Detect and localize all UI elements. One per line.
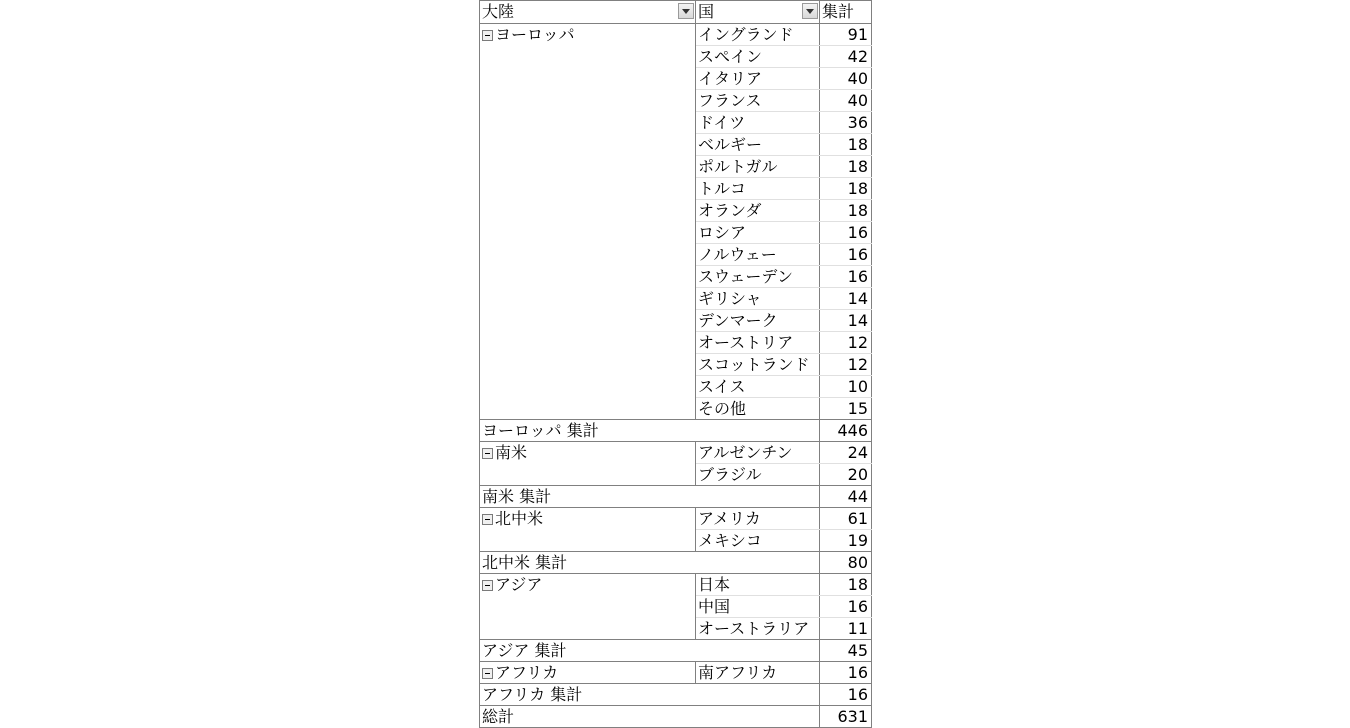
- continent-cell[interactable]: [480, 442, 696, 464]
- continent-cell-empty: [480, 618, 696, 640]
- table-row: [480, 24, 872, 46]
- country-cell[interactable]: トルコ: [696, 178, 820, 200]
- country-cell[interactable]: デンマーク: [696, 310, 820, 332]
- table-row: [480, 156, 872, 178]
- table-row: [480, 662, 872, 684]
- continent-cell[interactable]: [480, 662, 696, 684]
- continent-cell-empty: [480, 178, 696, 200]
- continent-cell[interactable]: [480, 508, 696, 530]
- table-row: [480, 68, 872, 90]
- continent-cell-empty: [480, 310, 696, 332]
- country-cell[interactable]: メキシコ: [696, 530, 820, 552]
- continent-cell-empty: [480, 354, 696, 376]
- subtotal-row: [480, 552, 872, 574]
- country-cell[interactable]: その他: [696, 398, 820, 420]
- subtotal-label[interactable]: 南米 集計: [480, 486, 820, 508]
- continent-cell-empty: [480, 398, 696, 420]
- table-row: [480, 574, 872, 596]
- subtotal-label[interactable]: アジア 集計: [480, 640, 820, 662]
- country-cell[interactable]: オランダ: [696, 200, 820, 222]
- country-header-label: 国: [698, 2, 715, 21]
- continent-cell-empty: [480, 90, 696, 112]
- country-cell[interactable]: スコットランド: [696, 354, 820, 376]
- table-row: [480, 266, 872, 288]
- country-header[interactable]: [696, 1, 820, 24]
- count-cell[interactable]: 40: [820, 68, 872, 90]
- country-cell[interactable]: イングランド: [696, 24, 820, 46]
- table-row: [480, 376, 872, 398]
- country-cell[interactable]: フランス: [696, 90, 820, 112]
- table-row: [480, 596, 872, 618]
- count-cell[interactable]: 40: [820, 90, 872, 112]
- count-cell[interactable]: 16: [820, 662, 872, 684]
- grand-total-label[interactable]: 総計: [480, 706, 820, 728]
- total-header: [820, 1, 872, 24]
- collapse-minus-icon[interactable]: [482, 448, 493, 459]
- count-cell[interactable]: 18: [820, 178, 872, 200]
- count-cell[interactable]: 16: [820, 266, 872, 288]
- count-cell[interactable]: 18: [820, 200, 872, 222]
- subtotal-row: [480, 640, 872, 662]
- continent-cell-empty: [480, 222, 696, 244]
- table-row: [480, 354, 872, 376]
- continent-cell-empty: [480, 332, 696, 354]
- table-row: [480, 508, 872, 530]
- country-cell[interactable]: ポルトガル: [696, 156, 820, 178]
- country-cell[interactable]: ギリシャ: [696, 288, 820, 310]
- continent-label: アフリカ: [495, 663, 559, 682]
- continent-cell[interactable]: [480, 24, 696, 46]
- table-row: [480, 244, 872, 266]
- count-cell[interactable]: 19: [820, 530, 872, 552]
- subtotal-value[interactable]: 44: [820, 486, 872, 508]
- collapse-minus-icon[interactable]: [482, 30, 493, 41]
- continent-label: 北中米: [495, 509, 544, 528]
- continent-header-label: 大陸: [482, 2, 515, 21]
- country-cell[interactable]: アメリカ: [696, 508, 820, 530]
- continent-cell-empty: [480, 464, 696, 486]
- table-row: [480, 530, 872, 552]
- continent-cell-empty: [480, 288, 696, 310]
- header-row: [480, 1, 872, 24]
- count-cell[interactable]: 14: [820, 310, 872, 332]
- country-cell[interactable]: ロシア: [696, 222, 820, 244]
- grand-total-value[interactable]: 631: [820, 706, 872, 728]
- subtotal-row: [480, 486, 872, 508]
- continent-cell[interactable]: [480, 574, 696, 596]
- collapse-minus-icon[interactable]: [482, 668, 493, 679]
- table-row: [480, 442, 872, 464]
- country-cell[interactable]: スウェーデン: [696, 266, 820, 288]
- country-cell[interactable]: スペイン: [696, 46, 820, 68]
- continent-cell-empty: [480, 134, 696, 156]
- country-cell[interactable]: オーストラリア: [696, 618, 820, 640]
- country-cell[interactable]: イタリア: [696, 68, 820, 90]
- country-cell[interactable]: ブラジル: [696, 464, 820, 486]
- count-cell[interactable]: 20: [820, 464, 872, 486]
- table-row: [480, 222, 872, 244]
- table-row: [480, 310, 872, 332]
- count-cell[interactable]: 12: [820, 354, 872, 376]
- table-row: [480, 398, 872, 420]
- continent-cell-empty: [480, 266, 696, 288]
- country-cell[interactable]: 南アフリカ: [696, 662, 820, 684]
- continent-cell-empty: [480, 530, 696, 552]
- country-filter-dropdown-icon[interactable]: [802, 3, 818, 19]
- pivot-table-body: [480, 1, 872, 728]
- country-cell[interactable]: ノルウェー: [696, 244, 820, 266]
- table-row: [480, 46, 872, 68]
- subtotal-row: [480, 684, 872, 706]
- count-cell[interactable]: 14: [820, 288, 872, 310]
- table-row: [480, 288, 872, 310]
- continent-cell-empty: [480, 68, 696, 90]
- continent-filter-dropdown-icon[interactable]: [678, 3, 694, 19]
- subtotal-value[interactable]: 80: [820, 552, 872, 574]
- count-cell[interactable]: 18: [820, 134, 872, 156]
- count-cell[interactable]: 10: [820, 376, 872, 398]
- continent-cell-empty: [480, 46, 696, 68]
- continent-cell-empty: [480, 112, 696, 134]
- count-cell[interactable]: 18: [820, 156, 872, 178]
- count-cell[interactable]: 24: [820, 442, 872, 464]
- country-cell[interactable]: ベルギー: [696, 134, 820, 156]
- count-cell[interactable]: 16: [820, 244, 872, 266]
- subtotal-label[interactable]: アフリカ 集計: [480, 684, 820, 706]
- country-cell[interactable]: オーストリア: [696, 332, 820, 354]
- count-cell[interactable]: 42: [820, 46, 872, 68]
- total-header-label: 集計: [822, 2, 855, 21]
- count-cell[interactable]: 36: [820, 112, 872, 134]
- country-cell[interactable]: アルゼンチン: [696, 442, 820, 464]
- continent-cell-empty: [480, 244, 696, 266]
- count-cell[interactable]: 91: [820, 24, 872, 46]
- table-row: [480, 464, 872, 486]
- country-cell[interactable]: 日本: [696, 574, 820, 596]
- continent-label: アジア: [495, 575, 543, 594]
- subtotal-value[interactable]: 16: [820, 684, 872, 706]
- subtotal-value[interactable]: 45: [820, 640, 872, 662]
- continent-label: 南米: [495, 443, 528, 462]
- count-cell[interactable]: 15: [820, 398, 872, 420]
- country-cell[interactable]: 中国: [696, 596, 820, 618]
- country-cell[interactable]: ドイツ: [696, 112, 820, 134]
- collapse-minus-icon[interactable]: [482, 580, 493, 591]
- subtotal-row: [480, 420, 872, 442]
- continent-cell-empty: [480, 596, 696, 618]
- subtotal-label[interactable]: ヨーロッパ 集計: [480, 420, 820, 442]
- continent-cell-empty: [480, 376, 696, 398]
- count-cell[interactable]: 61: [820, 508, 872, 530]
- table-row: [480, 200, 872, 222]
- subtotal-label[interactable]: 北中米 集計: [480, 552, 820, 574]
- count-cell[interactable]: 16: [820, 596, 872, 618]
- table-row: [480, 112, 872, 134]
- table-row: [480, 332, 872, 354]
- table-row: [480, 90, 872, 112]
- table-row: [480, 618, 872, 640]
- continent-cell-empty: [480, 200, 696, 222]
- collapse-minus-icon[interactable]: [482, 514, 493, 525]
- pivot-table: [479, 0, 872, 728]
- grand-total-row: [480, 706, 872, 728]
- subtotal-value[interactable]: 446: [820, 420, 872, 442]
- table-row: [480, 178, 872, 200]
- country-cell[interactable]: スイス: [696, 376, 820, 398]
- count-cell[interactable]: 16: [820, 222, 872, 244]
- count-cell[interactable]: 11: [820, 618, 872, 640]
- count-cell[interactable]: 18: [820, 574, 872, 596]
- count-cell[interactable]: 12: [820, 332, 872, 354]
- continent-cell-empty: [480, 156, 696, 178]
- continent-label: ヨーロッパ: [495, 25, 575, 44]
- table-row: [480, 134, 872, 156]
- continent-header[interactable]: [480, 1, 696, 24]
